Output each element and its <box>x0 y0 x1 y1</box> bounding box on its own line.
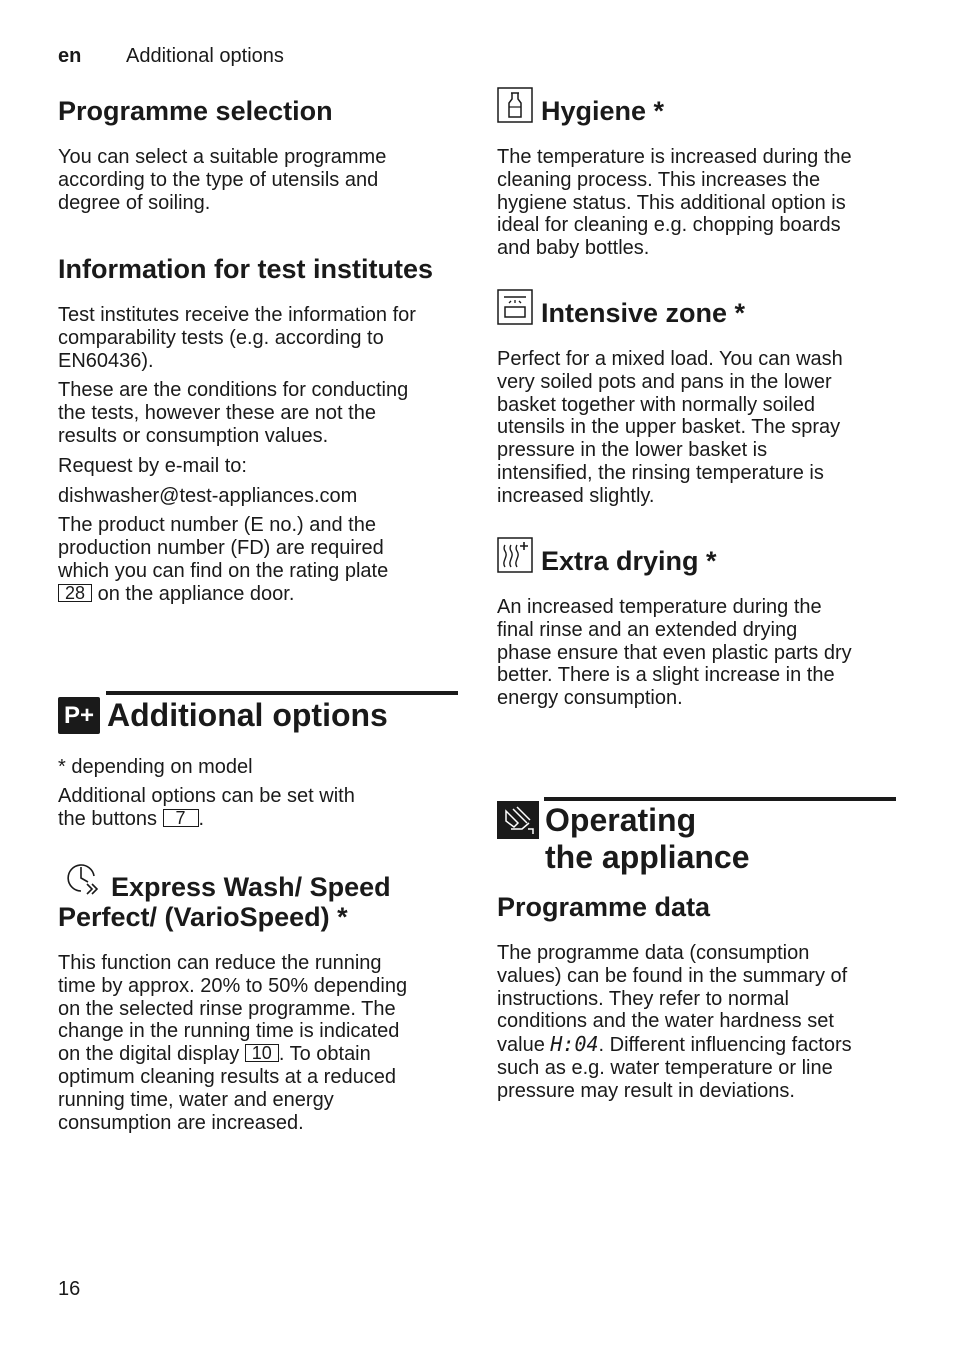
express-wash-text: running time, water and energy <box>58 1088 334 1111</box>
test-institutes-text: results or consumption values. <box>58 424 329 447</box>
express-wash-text: on the selected rinse programme. The <box>58 997 396 1020</box>
express-wash-text: This function can reduce the running <box>58 952 382 974</box>
intensive-zone-text: very soiled pots and pans in the lower <box>497 370 832 393</box>
reference-box: 10 <box>245 1044 279 1062</box>
extra-drying-text: phase ensure that even plastic parts dry <box>497 641 852 664</box>
email-address[interactable]: dishwasher@test-appliances.com <box>58 484 358 507</box>
extra-drying-text: final rinse and an extended drying <box>497 618 798 641</box>
programme-data-section <box>497 892 917 1103</box>
hygiene-text: ideal for cleaning e.g. chopping boards <box>497 214 841 237</box>
value-text: value <box>497 1034 551 1057</box>
express-wash-text: time by approx. 20% to 50% depending <box>58 974 408 997</box>
extra-drying-heading: Extra drying * <box>541 546 717 576</box>
buttons-text: the buttons <box>58 807 163 830</box>
test-institutes-text <box>58 583 468 606</box>
programme-selection-section <box>58 96 458 214</box>
extra-drying-section <box>497 546 917 710</box>
operating-heading-block <box>545 802 750 876</box>
operating-heading: Operating <box>545 802 697 838</box>
test-institutes-text: comparability tests (e.g. according to <box>58 326 384 349</box>
model-note: * depending on model <box>58 756 253 778</box>
programme-data-text: conditions and the water hardness set <box>497 1010 834 1033</box>
programme-selection-line: You can select a suitable programme <box>58 146 387 168</box>
express-wash-heading: Express Wash/ Speed <box>111 872 391 902</box>
hygiene-heading: Hygiene * <box>541 96 665 126</box>
programme-data-text: instructions. They refer to normal <box>497 987 789 1010</box>
additional-options-text <box>58 808 458 831</box>
test-institutes-text: production number (FD) are required <box>58 537 384 560</box>
test-institutes-text: which you can find on the rating plate <box>58 559 389 582</box>
operating-heading: the appliance <box>545 839 750 875</box>
ref-trailing-text: on the appliance door. <box>92 582 295 605</box>
programme-data-text: The programme data (consumption <box>497 942 810 964</box>
display-value: H:04 <box>550 1032 599 1057</box>
section-rule <box>106 691 458 695</box>
express-wash-text: optimum cleaning results at a reduced <box>58 1065 396 1088</box>
section-rule <box>544 797 896 801</box>
intensive-zone-text: utensils in the upper basket. The spray <box>497 416 841 439</box>
p-plus-icon: P+ <box>58 697 100 734</box>
obtain-text: . To obtain <box>278 1043 371 1066</box>
intensive-zone-text: basket together with normally soiled <box>497 393 815 416</box>
test-institutes-text: the tests, however these are not the <box>58 402 376 425</box>
page-number: 16 <box>58 1278 81 1300</box>
programme-data-text: pressure may result in deviations. <box>497 1079 795 1102</box>
express-wash-heading: Perfect/ (VarioSpeed) * <box>58 902 348 932</box>
hygiene-text: cleaning process. This increases the <box>497 168 821 191</box>
programme-selection-line: according to the type of utensils and <box>58 168 379 191</box>
test-institutes-text: Test institutes receive the information for <box>58 304 416 326</box>
additional-options-intro <box>58 756 458 830</box>
programme-data-text <box>497 1033 917 1057</box>
reference-box: 7 <box>163 809 199 827</box>
test-institutes-text: The product number (E no.) and the <box>58 514 376 537</box>
hygiene-section <box>497 96 917 260</box>
test-institutes-text: These are the conditions for conducting <box>58 379 409 402</box>
test-institutes-heading: Information for test institutes <box>58 254 434 284</box>
intensive-zone-text: pressure in the lower basket is <box>497 439 768 462</box>
display-text: on the digital display <box>58 1043 245 1066</box>
intensive-zone-text: Perfect for a mixed load. You can wash <box>497 348 843 370</box>
test-institutes-text: EN60436). <box>58 349 154 372</box>
express-wash-text: change in the running time is indicated <box>58 1020 400 1043</box>
programme-data-text: values) can be found in the summary of <box>497 964 848 987</box>
express-wash-text <box>58 1043 478 1066</box>
reference-box: 28 <box>58 584 92 602</box>
additional-options-text: Additional options can be set with <box>58 784 355 807</box>
extra-drying-text: better. There is a slight increase in the <box>497 664 835 687</box>
express-wash-text: consumption are increased. <box>58 1111 304 1134</box>
request-text: Request by e-mail to: <box>58 454 247 477</box>
language-code: en <box>58 45 82 67</box>
extra-drying-text: energy consumption. <box>497 687 683 710</box>
hygiene-text: The temperature is increased during the <box>497 146 852 168</box>
running-header-title: Additional options <box>126 45 284 67</box>
influencing-text: . Different influencing factors <box>598 1034 852 1057</box>
programme-data-heading: Programme data <box>497 892 711 922</box>
intensive-zone-text: intensified, the rinsing temperature is <box>497 461 824 484</box>
express-wash-section <box>58 872 478 1134</box>
intensive-zone-section <box>497 298 917 508</box>
period-text: . <box>198 807 205 830</box>
additional-options-heading: Additional options <box>107 697 388 733</box>
programme-data-text: such as e.g. water temperature or line <box>497 1056 833 1079</box>
programme-selection-heading: Programme selection <box>58 96 333 126</box>
programme-selection-line: degree of soiling. <box>58 191 211 214</box>
hygiene-text: and baby bottles. <box>497 237 650 260</box>
hand-operation-icon <box>497 801 539 839</box>
extra-drying-text: An increased temperature during the <box>497 596 822 618</box>
test-institutes-section <box>58 254 468 606</box>
intensive-zone-heading: Intensive zone * <box>541 298 746 328</box>
hygiene-text: hygiene status. This additional option is <box>497 191 846 214</box>
intensive-zone-text: increased slightly. <box>497 484 655 507</box>
